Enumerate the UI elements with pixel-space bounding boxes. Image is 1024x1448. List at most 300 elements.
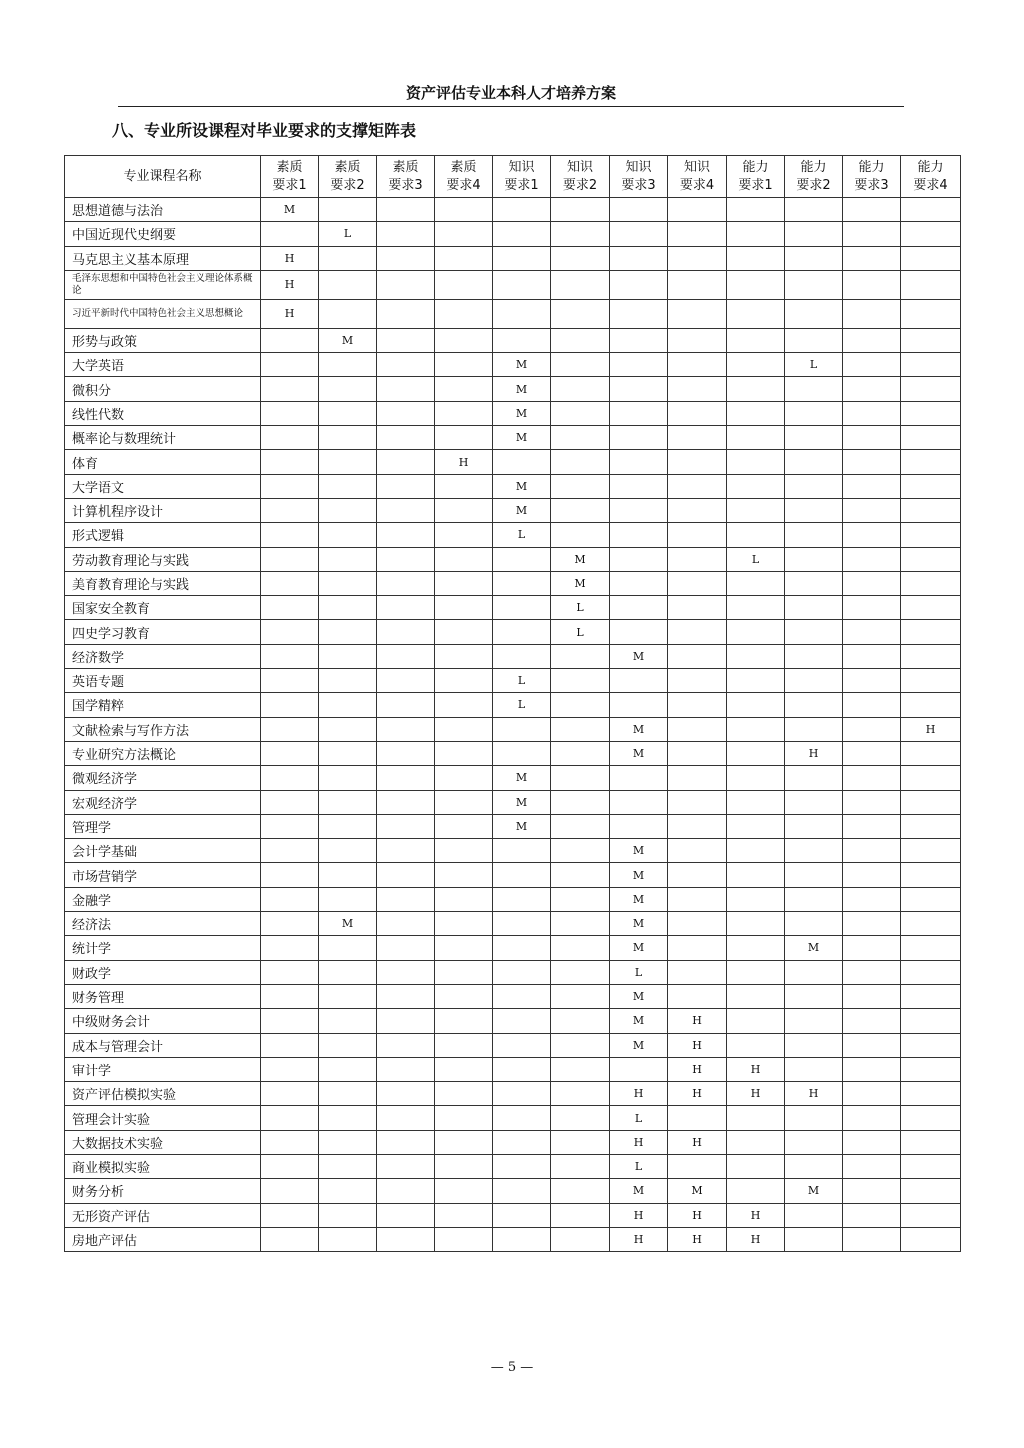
support-level-cell — [493, 450, 551, 474]
support-level-cell — [843, 814, 901, 838]
support-level-cell — [319, 426, 377, 450]
table-row — [65, 669, 961, 693]
support-level-cell — [377, 1130, 435, 1154]
table-row — [65, 717, 961, 741]
support-level-cell — [668, 620, 727, 644]
support-level-cell — [551, 984, 610, 1008]
support-level-cell: L — [610, 1106, 668, 1130]
support-level-cell — [493, 839, 551, 863]
column-header — [843, 156, 901, 198]
column-header — [319, 156, 377, 198]
support-level-cell: H — [668, 1057, 727, 1081]
support-level-cell — [785, 984, 843, 1008]
support-level-cell — [551, 1106, 610, 1130]
support-level-cell — [319, 717, 377, 741]
support-level-cell — [727, 596, 785, 620]
support-level-cell — [668, 596, 727, 620]
support-level-cell — [435, 1227, 493, 1251]
support-level-cell: H — [727, 1082, 785, 1106]
table-row — [65, 328, 961, 352]
support-level-cell — [901, 547, 961, 571]
support-level-cell — [261, 547, 319, 571]
support-level-cell — [727, 766, 785, 790]
support-level-cell — [435, 222, 493, 246]
support-level-cell — [843, 887, 901, 911]
support-level-cell: L — [551, 620, 610, 644]
course-name-cell: 微观经济学 — [65, 766, 261, 790]
support-level-cell — [319, 766, 377, 790]
support-level-cell — [319, 863, 377, 887]
support-level-cell — [551, 498, 610, 522]
support-level-cell — [261, 669, 319, 693]
support-level-cell — [377, 669, 435, 693]
support-level-cell — [319, 960, 377, 984]
support-level-cell — [668, 377, 727, 401]
support-level-cell — [668, 741, 727, 765]
support-level-cell — [610, 814, 668, 838]
support-level-cell — [377, 246, 435, 270]
support-level-cell — [843, 984, 901, 1008]
column-header — [435, 156, 493, 198]
table-row — [65, 1009, 961, 1033]
support-level-cell — [610, 299, 668, 328]
support-level-cell — [435, 1179, 493, 1203]
support-level-cell — [901, 620, 961, 644]
support-level-cell — [551, 1227, 610, 1251]
column-header-requirement: 要求3 — [854, 177, 889, 193]
support-level-cell — [668, 814, 727, 838]
support-level-cell — [377, 198, 435, 222]
support-level-cell — [901, 523, 961, 547]
support-level-cell — [668, 198, 727, 222]
support-level-cell — [901, 270, 961, 299]
support-level-cell: L — [493, 693, 551, 717]
support-level-cell — [901, 498, 961, 522]
support-level-cell — [727, 1130, 785, 1154]
support-level-cell: M — [493, 377, 551, 401]
support-level-cell — [727, 198, 785, 222]
support-level-cell — [319, 693, 377, 717]
support-level-cell — [843, 1106, 901, 1130]
table-row — [65, 198, 961, 222]
support-level-cell: M — [610, 936, 668, 960]
support-level-cell — [319, 741, 377, 765]
support-level-cell: L — [493, 523, 551, 547]
support-level-cell — [377, 766, 435, 790]
course-name-cell: 概率论与数理统计 — [65, 426, 261, 450]
support-level-cell — [610, 693, 668, 717]
support-level-cell — [319, 1227, 377, 1251]
support-level-cell — [610, 246, 668, 270]
support-level-cell — [843, 270, 901, 299]
support-level-cell — [435, 669, 493, 693]
support-level-cell: M — [610, 863, 668, 887]
support-level-cell: L — [610, 1154, 668, 1178]
support-level-cell — [377, 523, 435, 547]
support-level-cell — [901, 1203, 961, 1227]
support-level-cell — [785, 299, 843, 328]
support-level-cell — [551, 741, 610, 765]
support-level-cell: M — [610, 984, 668, 1008]
support-level-cell: L — [493, 669, 551, 693]
support-level-cell — [843, 790, 901, 814]
course-name-cell: 中国近现代史纲要 — [65, 222, 261, 246]
course-name-cell: 管理学 — [65, 814, 261, 838]
support-level-cell — [668, 1106, 727, 1130]
table-row — [65, 1106, 961, 1130]
support-level-cell: L — [551, 596, 610, 620]
support-level-cell — [785, 620, 843, 644]
support-level-cell — [727, 523, 785, 547]
support-level-cell — [668, 450, 727, 474]
support-level-cell — [727, 960, 785, 984]
support-level-cell — [843, 547, 901, 571]
support-level-cell — [435, 1057, 493, 1081]
support-level-cell — [261, 1227, 319, 1251]
support-level-cell — [785, 246, 843, 270]
support-level-cell: L — [785, 353, 843, 377]
support-level-cell — [377, 450, 435, 474]
support-level-cell — [785, 1057, 843, 1081]
course-name-cell: 思想道德与法治 — [65, 198, 261, 222]
support-level-cell — [261, 450, 319, 474]
column-header-requirement: 要求4 — [913, 177, 948, 193]
support-level-cell — [377, 1106, 435, 1130]
support-level-cell — [319, 401, 377, 425]
support-level-cell — [727, 741, 785, 765]
support-level-cell — [319, 1130, 377, 1154]
support-level-cell — [727, 669, 785, 693]
support-level-cell — [319, 887, 377, 911]
table-row — [65, 450, 961, 474]
support-level-cell — [261, 912, 319, 936]
support-level-cell — [377, 863, 435, 887]
support-level-cell — [435, 198, 493, 222]
support-level-cell — [610, 328, 668, 352]
support-level-cell: M — [319, 912, 377, 936]
course-name-cell: 马克思主义基本原理 — [65, 246, 261, 270]
table-row — [65, 936, 961, 960]
support-level-cell — [610, 450, 668, 474]
support-level-cell — [261, 571, 319, 595]
support-level-cell — [668, 547, 727, 571]
support-level-cell: M — [610, 741, 668, 765]
support-level-cell — [261, 960, 319, 984]
table-row — [65, 1203, 961, 1227]
support-level-cell — [785, 523, 843, 547]
support-level-cell — [785, 1033, 843, 1057]
support-level-cell — [727, 620, 785, 644]
column-header — [668, 156, 727, 198]
support-level-cell — [551, 328, 610, 352]
support-level-cell — [435, 960, 493, 984]
support-level-cell — [377, 222, 435, 246]
support-level-cell — [668, 523, 727, 547]
support-level-cell — [435, 1082, 493, 1106]
support-level-cell — [377, 474, 435, 498]
support-level-cell — [261, 741, 319, 765]
column-header — [901, 156, 961, 198]
support-level-cell — [435, 328, 493, 352]
support-level-cell — [901, 839, 961, 863]
support-level-cell — [901, 571, 961, 595]
support-level-cell — [901, 863, 961, 887]
table-row — [65, 222, 961, 246]
course-name-cell: 四史学习教育 — [65, 620, 261, 644]
support-level-cell: H — [610, 1130, 668, 1154]
support-level-cell — [435, 863, 493, 887]
support-level-cell — [435, 401, 493, 425]
support-level-cell — [668, 912, 727, 936]
support-level-cell — [901, 401, 961, 425]
support-level-cell — [843, 912, 901, 936]
support-level-cell: H — [668, 1227, 727, 1251]
support-level-cell — [319, 498, 377, 522]
support-level-cell — [319, 620, 377, 644]
support-level-cell: M — [493, 426, 551, 450]
support-level-cell — [668, 426, 727, 450]
support-level-cell: M — [785, 936, 843, 960]
support-level-cell — [319, 644, 377, 668]
table-row — [65, 377, 961, 401]
support-level-cell — [610, 426, 668, 450]
support-level-cell — [377, 299, 435, 328]
support-level-cell — [319, 936, 377, 960]
support-level-cell — [727, 693, 785, 717]
support-level-cell — [551, 377, 610, 401]
support-level-cell: H — [785, 1082, 843, 1106]
support-level-cell — [435, 1009, 493, 1033]
support-level-cell — [843, 377, 901, 401]
support-level-cell — [785, 766, 843, 790]
support-level-cell: M — [785, 1179, 843, 1203]
support-level-cell: H — [785, 741, 843, 765]
support-level-cell — [843, 863, 901, 887]
support-level-cell: M — [493, 814, 551, 838]
support-level-cell — [843, 1154, 901, 1178]
support-level-cell — [727, 270, 785, 299]
support-level-cell — [319, 523, 377, 547]
support-level-cell — [610, 270, 668, 299]
support-level-cell — [377, 1203, 435, 1227]
support-level-cell — [901, 1057, 961, 1081]
support-level-cell: H — [261, 270, 319, 299]
support-level-cell: H — [610, 1203, 668, 1227]
column-header-category: 素质 — [334, 159, 361, 175]
support-level-cell — [551, 717, 610, 741]
support-level-cell — [901, 377, 961, 401]
support-level-cell — [377, 984, 435, 1008]
support-level-cell: M — [493, 790, 551, 814]
support-level-cell — [843, 353, 901, 377]
support-level-cell — [785, 644, 843, 668]
support-level-cell — [727, 401, 785, 425]
support-level-cell — [785, 377, 843, 401]
table-row — [65, 1033, 961, 1057]
support-level-cell — [261, 401, 319, 425]
support-level-cell — [785, 669, 843, 693]
support-level-cell — [551, 790, 610, 814]
support-level-cell — [727, 426, 785, 450]
support-level-cell: M — [610, 1179, 668, 1203]
support-level-cell — [668, 984, 727, 1008]
section-title: 八、专业所设课程对毕业要求的支撑矩阵表 — [112, 121, 417, 140]
support-level-cell — [901, 1082, 961, 1106]
support-level-cell — [901, 328, 961, 352]
support-level-cell — [319, 1009, 377, 1033]
support-level-cell: M — [668, 1179, 727, 1203]
support-level-cell: M — [610, 1033, 668, 1057]
course-name-cell: 大数据技术实验 — [65, 1130, 261, 1154]
column-header-requirement: 要求2 — [330, 177, 365, 193]
support-level-cell — [551, 644, 610, 668]
support-level-cell — [493, 741, 551, 765]
support-level-cell — [901, 1227, 961, 1251]
support-level-cell — [610, 353, 668, 377]
support-level-cell — [493, 984, 551, 1008]
support-level-cell — [551, 270, 610, 299]
support-level-cell — [843, 936, 901, 960]
support-level-cell — [901, 790, 961, 814]
course-name-cell: 专业研究方法概论 — [65, 741, 261, 765]
support-level-cell — [785, 270, 843, 299]
support-level-cell — [493, 887, 551, 911]
support-level-cell — [319, 1057, 377, 1081]
support-level-cell — [551, 299, 610, 328]
course-name-cell: 线性代数 — [65, 401, 261, 425]
course-name-cell: 无形资产评估 — [65, 1203, 261, 1227]
support-level-cell — [261, 1130, 319, 1154]
support-level-cell — [668, 693, 727, 717]
support-level-cell — [727, 328, 785, 352]
support-level-cell — [785, 717, 843, 741]
column-header-category: 素质 — [392, 159, 419, 175]
support-level-cell — [843, 1179, 901, 1203]
support-level-cell: H — [610, 1082, 668, 1106]
support-level-cell — [261, 1179, 319, 1203]
support-level-cell — [261, 498, 319, 522]
support-level-cell — [377, 377, 435, 401]
support-level-cell — [843, 498, 901, 522]
column-header-category: 素质 — [276, 159, 303, 175]
support-level-cell — [377, 790, 435, 814]
support-level-cell — [785, 814, 843, 838]
course-name-cell: 房地产评估 — [65, 1227, 261, 1251]
support-level-cell — [785, 790, 843, 814]
support-level-cell — [727, 984, 785, 1008]
support-level-cell — [319, 547, 377, 571]
support-level-cell — [261, 863, 319, 887]
support-level-cell — [901, 644, 961, 668]
column-header — [551, 156, 610, 198]
support-level-cell: L — [610, 960, 668, 984]
support-level-cell — [319, 571, 377, 595]
support-level-cell — [319, 270, 377, 299]
column-header-course: 专业课程名称 — [65, 156, 261, 198]
support-level-cell — [551, 222, 610, 246]
support-level-cell — [901, 693, 961, 717]
support-level-cell — [551, 1033, 610, 1057]
support-level-cell — [261, 984, 319, 1008]
column-header-requirement: 要求2 — [796, 177, 831, 193]
support-level-cell — [319, 450, 377, 474]
support-level-cell — [727, 717, 785, 741]
support-level-cell — [261, 328, 319, 352]
support-level-cell — [785, 1154, 843, 1178]
support-level-cell — [377, 328, 435, 352]
support-level-cell — [901, 426, 961, 450]
support-level-cell — [261, 426, 319, 450]
support-level-cell — [785, 450, 843, 474]
table-row — [65, 1227, 961, 1251]
support-level-cell — [319, 814, 377, 838]
support-level-cell — [785, 960, 843, 984]
course-name-cell: 财务分析 — [65, 1179, 261, 1203]
support-level-cell: M — [493, 353, 551, 377]
support-level-cell — [727, 863, 785, 887]
support-level-cell — [493, 596, 551, 620]
support-level-cell — [843, 246, 901, 270]
support-level-cell — [843, 960, 901, 984]
support-level-cell — [551, 1130, 610, 1154]
course-name-cell: 国家安全教育 — [65, 596, 261, 620]
support-level-cell — [377, 644, 435, 668]
table-row — [65, 912, 961, 936]
support-level-cell — [377, 571, 435, 595]
column-header-requirement: 要求4 — [679, 177, 715, 193]
support-level-cell — [610, 222, 668, 246]
support-level-cell — [493, 717, 551, 741]
support-level-cell: H — [901, 717, 961, 741]
support-level-cell — [610, 523, 668, 547]
support-level-cell: M — [493, 498, 551, 522]
support-level-cell — [727, 1154, 785, 1178]
support-level-cell — [319, 1082, 377, 1106]
support-level-cell — [551, 474, 610, 498]
table-row — [65, 571, 961, 595]
support-level-cell — [610, 377, 668, 401]
course-name-cell: 金融学 — [65, 887, 261, 911]
support-level-cell — [843, 1227, 901, 1251]
support-level-cell — [551, 353, 610, 377]
support-level-cell: H — [435, 450, 493, 474]
support-level-cell — [435, 377, 493, 401]
column-header-category: 能力 — [917, 159, 944, 175]
support-level-cell — [435, 547, 493, 571]
support-level-cell — [901, 984, 961, 1008]
support-level-cell — [901, 474, 961, 498]
support-level-cell — [551, 936, 610, 960]
course-name-cell: 审计学 — [65, 1057, 261, 1081]
support-level-cell — [901, 1154, 961, 1178]
support-level-cell — [493, 912, 551, 936]
support-level-cell — [785, 571, 843, 595]
table-row — [65, 887, 961, 911]
support-level-cell — [493, 1130, 551, 1154]
support-level-cell — [435, 887, 493, 911]
support-level-cell — [261, 377, 319, 401]
course-name-cell: 中级财务会计 — [65, 1009, 261, 1033]
support-level-cell — [435, 474, 493, 498]
support-level-cell — [319, 669, 377, 693]
support-level-cell — [319, 377, 377, 401]
course-name-cell: 商业模拟实验 — [65, 1154, 261, 1178]
support-level-cell — [261, 1106, 319, 1130]
support-level-cell — [377, 1179, 435, 1203]
support-level-cell — [610, 790, 668, 814]
support-level-cell — [727, 912, 785, 936]
support-level-cell — [551, 766, 610, 790]
